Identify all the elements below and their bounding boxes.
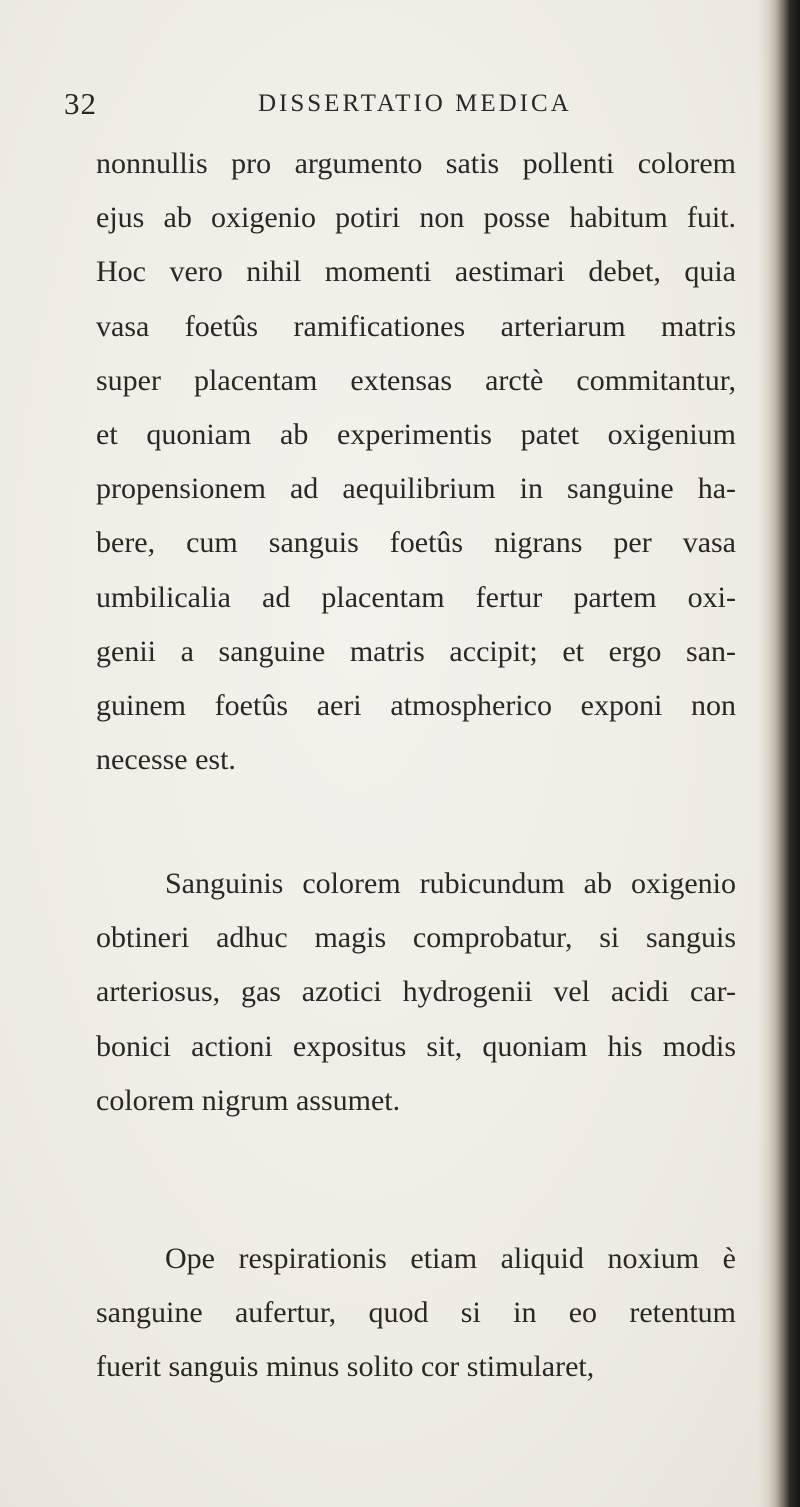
text-line: vasa foetûs ramificationes arteriarum matris <box>96 309 736 343</box>
text-line: bere, cum sanguis foetûs nigrans per vasa <box>96 526 736 560</box>
text-line: Sanguinis colorem rubicundum ab oxigenio <box>165 867 736 900</box>
text-line: nonnullis pro argumento satis pollenti colorem <box>96 147 736 180</box>
page-number: 32 <box>64 86 97 121</box>
text-line: et quoniam ab experimentis patet oxigenium <box>96 418 736 452</box>
text-line: propensionem ad aequilibrium in sanguine ha- <box>96 472 736 506</box>
text-line: sanguine aufertur, quod si in eo retentum <box>96 1296 736 1330</box>
text-line: genii a sanguine matris accipit; et ergo san- <box>96 634 736 668</box>
text-line: super placentam extensas arctè commitantur, <box>96 363 736 397</box>
text-line: Hoc vero nihil momenti aestimari debet, quia <box>96 255 736 289</box>
running-head: DISSERTATIO MEDICA <box>258 90 572 117</box>
text-line: Ope respirationis etiam aliquid noxium è <box>165 1242 736 1275</box>
text-line: ejus ab oxigenio potiri non posse habitum fuit. <box>96 201 736 235</box>
text-line: obtineri adhuc magis comprobatur, si sanguis <box>96 921 736 955</box>
paragraph-2 <box>96 857 736 1128</box>
binding-edge <box>758 0 800 1507</box>
paragraph-3 <box>96 1232 736 1395</box>
text-line: colorem nigrum assumet. <box>96 1083 401 1117</box>
text-line: necesse est. <box>96 743 236 777</box>
text-line: fuerit sanguis minus solito cor stimularet, <box>96 1350 595 1384</box>
text-line: umbilicalia ad placentam fertur partem oxi- <box>96 580 736 614</box>
text-line: bonici actioni expositus sit, quoniam his modis <box>96 1029 736 1063</box>
text-line: arteriosus, gas azotici hydrogenii vel acidi car- <box>96 975 736 1009</box>
text-line: guinem foetûs aeri atmospherico exponi non <box>96 689 736 723</box>
page-header <box>0 86 800 136</box>
paragraph-1 <box>96 137 736 787</box>
